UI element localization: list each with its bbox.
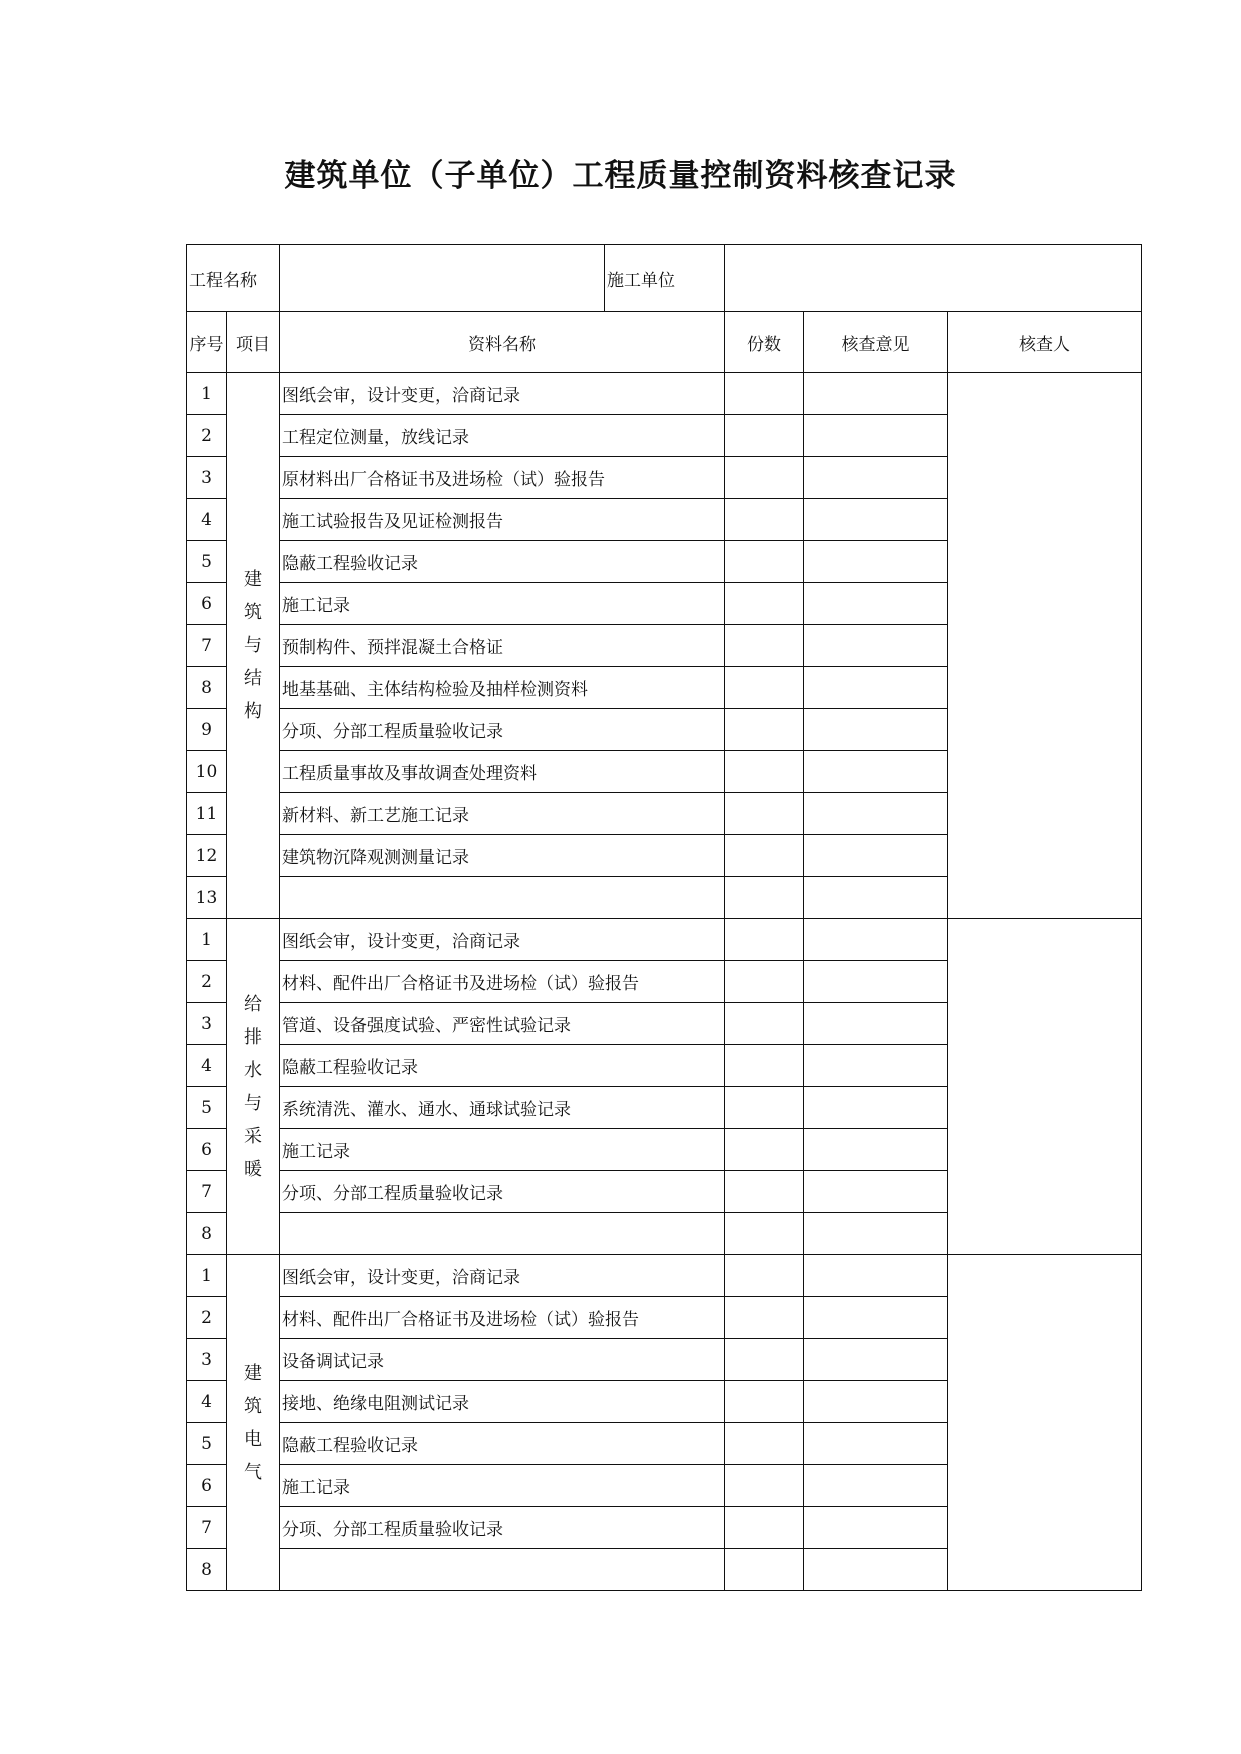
copies-cell[interactable] — [725, 919, 804, 961]
row-number: 7 — [187, 1171, 227, 1213]
opinion-cell[interactable] — [804, 541, 948, 583]
row-number: 2 — [187, 415, 227, 457]
opinion-cell[interactable] — [804, 1255, 948, 1297]
document-name: 图纸会审，设计变更，洽商记录 — [280, 1255, 725, 1297]
row-number: 3 — [187, 457, 227, 499]
section-category-label: 给排水与采暖 — [244, 993, 262, 1180]
opinion-cell[interactable] — [804, 499, 948, 541]
document-name: 隐蔽工程验收记录 — [280, 1045, 725, 1087]
document-name: 材料、配件出厂合格证书及进场检（试）验报告 — [280, 1297, 725, 1339]
row-number: 1 — [187, 919, 227, 961]
copies-cell[interactable] — [725, 835, 804, 877]
opinion-cell[interactable] — [804, 1087, 948, 1129]
opinion-cell[interactable] — [804, 961, 948, 1003]
document-name: 工程定位测量，放线记录 — [280, 415, 725, 457]
copies-cell[interactable] — [725, 373, 804, 415]
opinion-cell[interactable] — [804, 1213, 948, 1255]
checker-cell[interactable] — [948, 1255, 1142, 1591]
row-number: 5 — [187, 1423, 227, 1465]
checker-cell[interactable] — [948, 373, 1142, 919]
row-number: 5 — [187, 1087, 227, 1129]
opinion-cell[interactable] — [804, 1171, 948, 1213]
copies-cell[interactable] — [725, 541, 804, 583]
document-name: 分项、分部工程质量验收记录 — [280, 1171, 725, 1213]
opinion-cell[interactable] — [804, 1297, 948, 1339]
copies-cell[interactable] — [725, 457, 804, 499]
copies-cell[interactable] — [725, 961, 804, 1003]
opinion-cell[interactable] — [804, 1381, 948, 1423]
opinion-cell[interactable] — [804, 793, 948, 835]
document-name: 管道、设备强度试验、严密性试验记录 — [280, 1003, 725, 1045]
copies-cell[interactable] — [725, 709, 804, 751]
opinion-cell[interactable] — [804, 625, 948, 667]
copies-cell[interactable] — [725, 667, 804, 709]
row-number: 8 — [187, 1549, 227, 1591]
header-row — [187, 245, 1142, 312]
document-name: 施工记录 — [280, 1129, 725, 1171]
row-number: 8 — [187, 1213, 227, 1255]
document-name: 施工记录 — [280, 1465, 725, 1507]
row-number: 3 — [187, 1339, 227, 1381]
contractor-field[interactable] — [725, 245, 1142, 312]
opinion-cell[interactable] — [804, 667, 948, 709]
document-name: 图纸会审，设计变更，洽商记录 — [280, 373, 725, 415]
row-number: 4 — [187, 499, 227, 541]
copies-cell[interactable] — [725, 415, 804, 457]
opinion-cell[interactable] — [804, 751, 948, 793]
document-name: 设备调试记录 — [280, 1339, 725, 1381]
row-number: 6 — [187, 1465, 227, 1507]
contractor-label: 施工单位 — [605, 245, 725, 312]
opinion-cell[interactable] — [804, 1129, 948, 1171]
row-number: 1 — [187, 1255, 227, 1297]
copies-cell[interactable] — [725, 499, 804, 541]
copies-cell[interactable] — [725, 1423, 804, 1465]
row-number: 1 — [187, 373, 227, 415]
row-number: 6 — [187, 1129, 227, 1171]
opinion-cell[interactable] — [804, 1045, 948, 1087]
opinion-cell[interactable] — [804, 1507, 948, 1549]
col-opinion-header: 核查意见 — [804, 312, 948, 373]
document-name: 接地、绝缘电阻测试记录 — [280, 1381, 725, 1423]
section-category — [227, 919, 280, 1255]
document-name: 工程质量事故及事故调查处理资料 — [280, 751, 725, 793]
row-number: 13 — [187, 877, 227, 919]
quality-control-record-table — [186, 244, 1142, 1591]
row-number: 12 — [187, 835, 227, 877]
document-name: 地基基础、主体结构检验及抽样检测资料 — [280, 667, 725, 709]
row-number: 2 — [187, 1297, 227, 1339]
table-row — [187, 919, 1142, 961]
checker-cell[interactable] — [948, 919, 1142, 1255]
row-number: 2 — [187, 961, 227, 1003]
document-name: 预制构件、预拌混凝土合格证 — [280, 625, 725, 667]
section-category — [227, 373, 280, 919]
copies-cell[interactable] — [725, 1045, 804, 1087]
opinion-cell[interactable] — [804, 373, 948, 415]
section-category — [227, 1255, 280, 1591]
section-category-label: 建筑电气 — [244, 1362, 262, 1483]
copies-cell[interactable] — [725, 877, 804, 919]
copies-cell[interactable] — [725, 1549, 804, 1591]
document-name: 系统清洗、灌水、通水、通球试验记录 — [280, 1087, 725, 1129]
opinion-cell[interactable] — [804, 919, 948, 961]
row-number: 8 — [187, 667, 227, 709]
document-name: 分项、分部工程质量验收记录 — [280, 1507, 725, 1549]
copies-cell[interactable] — [725, 793, 804, 835]
col-item-header: 项目 — [227, 312, 280, 373]
copies-cell[interactable] — [725, 1507, 804, 1549]
document-name: 原材料出厂合格证书及进场检（试）验报告 — [280, 457, 725, 499]
row-number: 10 — [187, 751, 227, 793]
row-number: 11 — [187, 793, 227, 835]
project-name-label: 工程名称 — [187, 245, 280, 312]
copies-cell[interactable] — [725, 583, 804, 625]
column-header-row — [187, 312, 1142, 373]
copies-cell[interactable] — [725, 1003, 804, 1045]
project-name-field[interactable] — [280, 245, 605, 312]
opinion-cell[interactable] — [804, 583, 948, 625]
opinion-cell[interactable] — [804, 709, 948, 751]
row-number: 6 — [187, 583, 227, 625]
opinion-cell[interactable] — [804, 835, 948, 877]
copies-cell[interactable] — [725, 1087, 804, 1129]
page-title: 建筑单位（子单位）工程质量控制资料核查记录 — [284, 158, 957, 194]
copies-cell[interactable] — [725, 1297, 804, 1339]
copies-cell[interactable] — [725, 1171, 804, 1213]
copies-cell[interactable] — [725, 1129, 804, 1171]
copies-cell[interactable] — [725, 1381, 804, 1423]
document-name — [280, 1549, 725, 1591]
document-name: 隐蔽工程验收记录 — [280, 1423, 725, 1465]
opinion-cell[interactable] — [804, 457, 948, 499]
opinion-cell[interactable] — [804, 1423, 948, 1465]
opinion-cell[interactable] — [804, 415, 948, 457]
row-number: 5 — [187, 541, 227, 583]
table-row — [187, 373, 1142, 415]
document-name: 分项、分部工程质量验收记录 — [280, 709, 725, 751]
row-number: 3 — [187, 1003, 227, 1045]
copies-cell[interactable] — [725, 1339, 804, 1381]
row-number: 4 — [187, 1381, 227, 1423]
col-copies-header: 份数 — [725, 312, 804, 373]
document-name: 图纸会审，设计变更，洽商记录 — [280, 919, 725, 961]
col-doc-name-header: 资料名称 — [280, 312, 725, 373]
opinion-cell[interactable] — [804, 1465, 948, 1507]
opinion-cell[interactable] — [804, 1003, 948, 1045]
col-seq-header: 序号 — [187, 312, 227, 373]
opinion-cell[interactable] — [804, 877, 948, 919]
document-name: 施工试验报告及见证检测报告 — [280, 499, 725, 541]
copies-cell[interactable] — [725, 1213, 804, 1255]
row-number: 9 — [187, 709, 227, 751]
document-name: 新材料、新工艺施工记录 — [280, 793, 725, 835]
table-row — [187, 1255, 1142, 1297]
document-name: 建筑物沉降观测测量记录 — [280, 835, 725, 877]
document-name — [280, 1213, 725, 1255]
document-name: 施工记录 — [280, 583, 725, 625]
col-checker-header: 核查人 — [948, 312, 1142, 373]
row-number: 4 — [187, 1045, 227, 1087]
document-name — [280, 877, 725, 919]
document-name: 隐蔽工程验收记录 — [280, 541, 725, 583]
copies-cell[interactable] — [725, 625, 804, 667]
opinion-cell[interactable] — [804, 1339, 948, 1381]
copies-cell[interactable] — [725, 751, 804, 793]
copies-cell[interactable] — [725, 1255, 804, 1297]
row-number: 7 — [187, 1507, 227, 1549]
row-number: 7 — [187, 625, 227, 667]
section-category-label: 建筑与结构 — [244, 569, 262, 722]
copies-cell[interactable] — [725, 1465, 804, 1507]
document-name: 材料、配件出厂合格证书及进场检（试）验报告 — [280, 961, 725, 1003]
opinion-cell[interactable] — [804, 1549, 948, 1591]
